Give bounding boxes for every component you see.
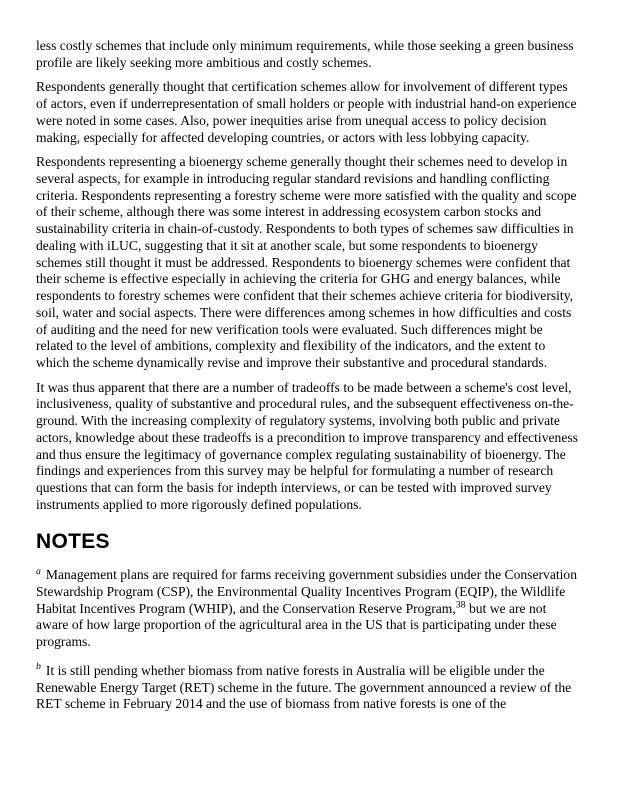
footnote-a-marker: a bbox=[36, 565, 41, 577]
paragraph-4: It was thus apparent that there are a number of tradeoffs to be made between a scheme's cost level, inclusiveness, quality of substantive and procedural rules, and the subsequent effectiveness on-the-ground. With the increasing complexity of regulatory systems, involving both public and private actors, knowledge about these tradeoffs is a precondition to improve transparency and effectiveness and thus ensure the legitimacy of governance complex regulating sustainability of bioenergy. The findings and experiences from this survey may be helpful for formulating a number of research questions that can form the basis for indepth interviews, or can be tested with improved survey instruments applied to more rigorously defined populations. bbox=[36, 379, 578, 512]
footnote-a-reference-number: 38 bbox=[455, 599, 466, 611]
paragraph-2: Respondents generally thought that certification schemes allow for involvement of different types of actors, even if underrepresentation of small holders or people with industrial hand-on experience were noted in some cases. Also, power inequities arise from unequal access to policy decision making, especially for affected developing countries, or actors with less lobbying capacity. bbox=[36, 79, 577, 145]
footnote-a-text: Management plans are required for farms receiving government subsidies under the Conservation Stewardship Program (CSP), the Environmental Quality Incentives Program (EQIP), the Wildlife Habitat Incentives Program (WHIP), and the Conservation Reserve Program, bbox=[36, 567, 578, 616]
footnote-b-text: It is still pending whether biomass from native forests in Australia will be eligible under the Renewable Energy Target (RET) scheme in the future. The government announced a review of the RET scheme in February 2014 and the use of biomass from native forests is one of the bbox=[36, 662, 572, 712]
footnote-b bbox=[36, 663, 581, 713]
footnote-a bbox=[36, 567, 581, 651]
footnote-a-text-continued: but we are not aware of how large proportion of the agricultural area in the US that is participating under these programs. bbox=[36, 600, 557, 650]
paragraph-1: less costly schemes that include only minimum requirements, while those seeking a green business profile are likely seeking more ambitious and costly schemes. bbox=[36, 38, 574, 70]
notes-heading: NOTES bbox=[36, 530, 110, 554]
paragraph-3: Respondents representing a bioenergy scheme generally thought their schemes need to develop in several aspects, for example in introducing regular standard revisions and handling conflicting criteria. Respondents representing a forestry scheme were more satisfied with the quality and scope of their scheme, although there was some interest in addressing ecosystem carbon stocks and sustainability criteria in chain-of-custody. Respondents to both types of schemes saw difficulties in dealing with iLUC, suggesting that it sit at another scale, but some respondents to bioenergy schemes still thought it must be addressed. Respondents to bioenergy schemes were confident that their scheme is effective especially in achieving the criteria for GHG and energy balances, while respondents to forestry schemes were confident that their schemes achieve criteria for biodiversity, soil, water and social aspects. There were differences among schemes in how difficulties and costs of auditing and the need for new verification tools were evaluated. Such differences might be related to the level of ambitions, complexity and flexibility of the indicators, and the extent to which the scheme dynamically revise and improve their substantive and procedural standards. bbox=[36, 154, 577, 370]
footnote-b-marker: b bbox=[36, 661, 41, 673]
